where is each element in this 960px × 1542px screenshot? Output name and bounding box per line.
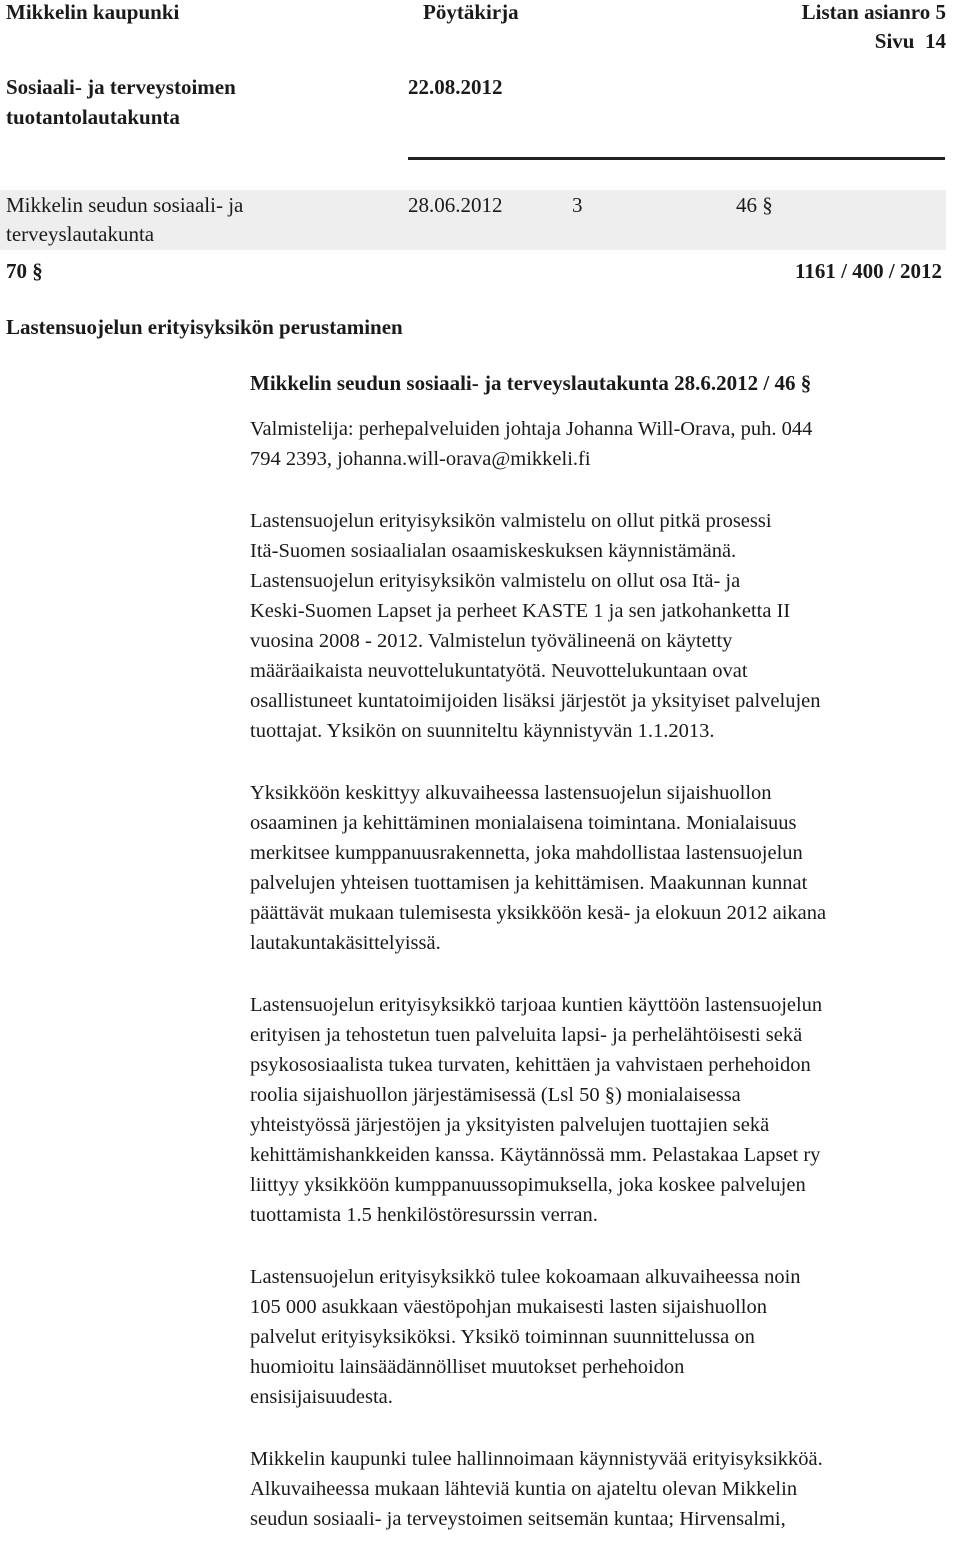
meeting-date: 22.08.2012 bbox=[408, 75, 503, 99]
text-line: merkitsee kumppanuusrakennetta, joka mahdollistaa lastensuojelun bbox=[250, 842, 803, 864]
document-body bbox=[250, 368, 958, 1534]
text-line: päättävät mukaan tulemisesta yksikköön kesä- ja elokuun 2012 aikana bbox=[250, 902, 827, 924]
previous-board-line1: Mikkelin seudun sosiaali- ja bbox=[6, 193, 244, 217]
preparer-info bbox=[250, 414, 958, 474]
body-subheading: Mikkelin seudun sosiaali- ja terveyslautakunta 28.6.2012 / 46 § bbox=[250, 371, 812, 395]
section-number: 70 § bbox=[6, 259, 43, 283]
preparer-line: 794 2393, johanna.will-orava@mikkeli.fi bbox=[250, 448, 591, 470]
document-type: Pöytäkirja bbox=[423, 0, 519, 24]
previous-section-number: 46 § bbox=[736, 193, 773, 217]
text-line: määräaikaista neuvottelukuntatyötä. Neuvottelukuntaan ovat bbox=[250, 660, 748, 682]
agenda-item-number: Listan asianro 5 bbox=[801, 0, 946, 24]
text-line: roolia sijaishuollon järjestämisessä (Lsl 50 §) monialaisessa bbox=[250, 1084, 741, 1106]
item-title: Lastensuojelun erityisyksikön perustaminen bbox=[6, 315, 403, 339]
record-number: 1161 / 400 / 2012 bbox=[794, 259, 942, 283]
text-line: palvelut erityisyksiköksi. Yksikö toiminnan suunnittelussa on bbox=[250, 1326, 755, 1348]
text-line: huomioitu lainsäädännölliset muutokset perhehoidon bbox=[250, 1356, 685, 1378]
text-line: liittyy yksikköön kumppanuussopimuksella, joka koskee palvelujen bbox=[250, 1174, 806, 1196]
text-line: tuottajat. Yksikön on suunniteltu käynnistyvän 1.1.2013. bbox=[250, 720, 715, 742]
text-line: vuosina 2008 - 2012. Valmistelun työvälineenä on käytetty bbox=[250, 630, 733, 652]
text-line: lautakuntakäsittelyissä. bbox=[250, 932, 441, 954]
text-line: Yksikköön keskittyy alkuvaiheessa lastensuojelun sijaishuollon bbox=[250, 782, 772, 804]
text-line: osaaminen ja kehittäminen monialaisena toimintana. Monialaisuus bbox=[250, 812, 797, 834]
board-name-line1: Sosiaali- ja terveystoimen bbox=[6, 75, 236, 99]
text-line: tuottamista 1.5 henkilöstöresurssin verran. bbox=[250, 1204, 598, 1226]
board-name-line2: tuotantolautakunta bbox=[6, 105, 180, 129]
text-line: ensisijaisuudesta. bbox=[250, 1386, 393, 1408]
body-paragraph bbox=[250, 1444, 958, 1534]
previous-meeting-date: 28.06.2012 bbox=[408, 193, 503, 217]
page-number: Sivu 14 bbox=[874, 29, 946, 53]
text-line: erityisen ja tehostetun tuen palveluita lapsi- ja perhelähtöisesti sekä bbox=[250, 1024, 803, 1046]
body-paragraph bbox=[250, 778, 958, 958]
text-line: Lastensuojelun erityisyksikön valmistelu on ollut pitkä prosessi bbox=[250, 510, 772, 532]
text-line: seudun sosiaali- ja terveystoimen seitsemän kuntaa; Hirvensalmi, bbox=[250, 1508, 786, 1530]
text-line: 105 000 asukkaan väestöpohjan mukaisesti lasten sijaishuollon bbox=[250, 1296, 767, 1318]
text-line: Alkuvaiheessa mukaan lähteviä kuntia on ajateltu olevan Mikkelin bbox=[250, 1478, 798, 1500]
text-line: Mikkelin kaupunki tulee hallinnoimaan käynnistyvää erityisyksikköä. bbox=[250, 1448, 823, 1470]
previous-board-line2: terveyslautakunta bbox=[6, 222, 155, 246]
text-line: Lastensuojelun erityisyksikkö tulee kokoamaan alkuvaiheessa noin bbox=[250, 1266, 801, 1288]
text-line: osallistuneet kuntatoimijoiden lisäksi järjestöt ja yksityiset palvelujen bbox=[250, 690, 821, 712]
header-divider bbox=[408, 157, 945, 160]
text-line: yhteistyössä järjestöjen ja yksityisten palvelujen tuottajien sekä bbox=[250, 1114, 770, 1136]
text-line: psykososiaalista tukea turvaten, kehittäen ja vahvistaen perhehoidon bbox=[250, 1054, 811, 1076]
body-paragraph bbox=[250, 506, 958, 746]
text-line: Lastensuojelun erityisyksikön valmistelu on ollut osa Itä- ja bbox=[250, 570, 741, 592]
text-line: Itä-Suomen sosiaalialan osaamiskeskuksen käynnistämänä. bbox=[250, 540, 737, 562]
text-line: Lastensuojelun erityisyksikkö tarjoaa kuntien käyttöön lastensuojelun bbox=[250, 994, 823, 1016]
previous-meeting-number: 3 bbox=[572, 193, 583, 217]
organization-name: Mikkelin kaupunki bbox=[6, 0, 180, 24]
preparer-line: Valmistelija: perhepalveluiden johtaja Johanna Will-Orava, puh. 044 bbox=[250, 418, 813, 440]
text-line: palvelujen yhteisen tuottamisen ja kehittämisen. Maakunnan kunnat bbox=[250, 872, 808, 894]
text-line: kehittämishankkeiden kanssa. Käytännössä mm. Pelastakaa Lapset ry bbox=[250, 1144, 821, 1166]
body-paragraph bbox=[250, 990, 958, 1230]
text-line: Keski-Suomen Lapset ja perheet KASTE 1 ja sen jatkohanketta II bbox=[250, 600, 791, 622]
body-paragraph bbox=[250, 1262, 958, 1412]
